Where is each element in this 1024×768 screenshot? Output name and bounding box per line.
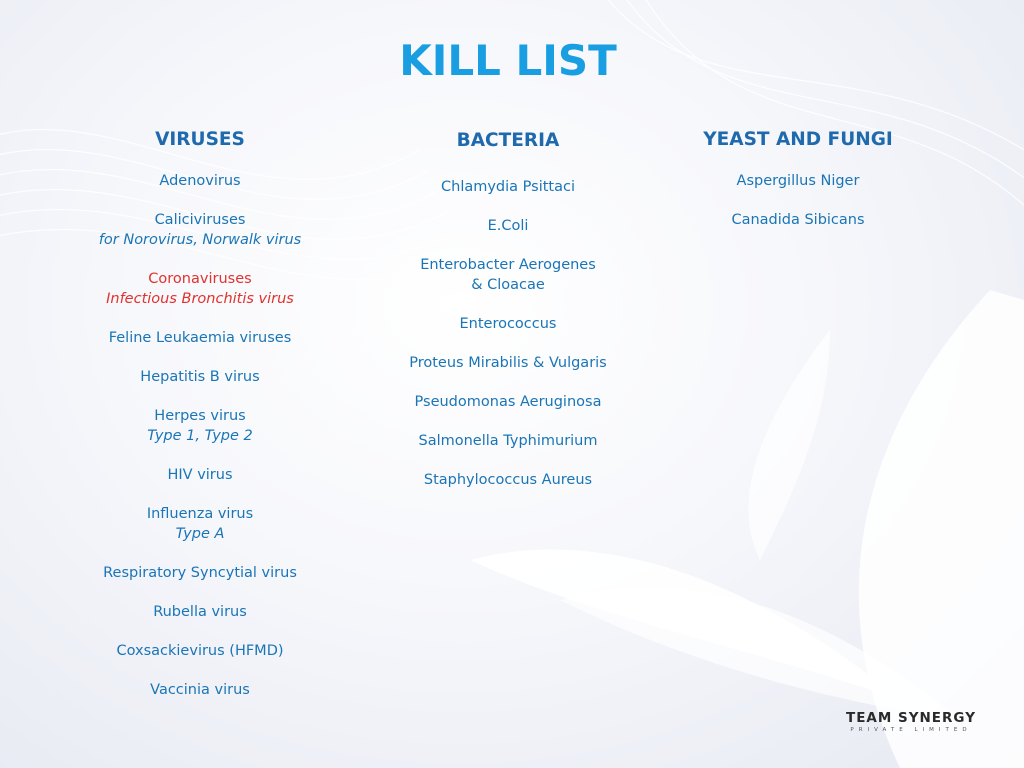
- list-item: [70, 465, 330, 485]
- viruses-column: [70, 128, 330, 719]
- bacteria-heading: BACTERIA: [456, 130, 560, 151]
- list-item: [378, 353, 638, 373]
- leaf-shape-mid: [748, 330, 830, 560]
- item-name: Vaccinia virus: [150, 682, 250, 698]
- list-item: [668, 171, 928, 191]
- fungi-heading: YEAST AND FUNGI: [703, 129, 893, 150]
- item-name: Coxsackievirus (HFMD): [116, 643, 284, 659]
- logo-wordmark: TEAM SYNERGY: [846, 710, 976, 726]
- viruses-heading: VIRUSES: [155, 129, 245, 150]
- list-item: [70, 406, 330, 446]
- viruses-list: [70, 171, 330, 700]
- item-name: Enterobacter Aerogenes: [420, 257, 596, 273]
- item-name: Respiratory Syncytial virus: [103, 565, 297, 581]
- list-item: [378, 255, 638, 295]
- item-name: Aspergillus Niger: [736, 173, 860, 189]
- list-item: [378, 431, 638, 451]
- item-name: HIV virus: [167, 467, 233, 483]
- list-item: [70, 680, 330, 700]
- item-name: Herpes virus: [154, 408, 246, 424]
- item-name: Pseudomonas Aeruginosa: [414, 394, 602, 410]
- item-name: Caliciviruses: [154, 212, 246, 228]
- item-subtitle: Type A: [175, 526, 225, 542]
- page-title: KILL LIST: [399, 36, 617, 85]
- list-item: [70, 171, 330, 191]
- item-name: Adenovirus: [159, 173, 241, 189]
- list-item: [70, 328, 330, 348]
- list-item: [378, 392, 638, 412]
- list-item: [378, 470, 638, 490]
- list-item: [70, 367, 330, 387]
- item-subtitle: Type 1, Type 2: [147, 428, 253, 444]
- list-item: [70, 641, 330, 661]
- item-subtitle: for Norovirus, Norwalk virus: [98, 232, 302, 248]
- list-item: [378, 177, 638, 197]
- list-item: [378, 314, 638, 334]
- item-name: Coronaviruses: [148, 271, 252, 287]
- list-item: [70, 210, 330, 250]
- item-name: Salmonella Typhimurium: [418, 433, 598, 449]
- list-item: [668, 210, 928, 230]
- logo-subtitle: PRIVATE LIMITED: [850, 727, 972, 733]
- item-name: Hepatitis B virus: [140, 369, 260, 385]
- item-subtitle: Infectious Bronchitis virus: [106, 291, 294, 307]
- list-item: [70, 504, 330, 544]
- item-name: Influenza virus: [146, 506, 254, 522]
- item-name: Chlamydia Psittaci: [441, 179, 575, 195]
- bacteria-list: [378, 177, 638, 490]
- list-item: [378, 216, 638, 236]
- list-item: [70, 269, 330, 309]
- fungi-column: [668, 128, 928, 249]
- list-item: [70, 563, 330, 583]
- item-name: Rubella virus: [153, 604, 247, 620]
- list-item: [70, 602, 330, 622]
- item-name: Proteus Mirabilis & Vulgaris: [409, 355, 607, 371]
- fungi-list: [668, 171, 928, 230]
- bacteria-column: [378, 129, 638, 509]
- item-name: Canadida Sibicans: [731, 212, 865, 228]
- item-name: Feline Leukaemia viruses: [108, 330, 292, 346]
- item-name: E.Coli: [487, 218, 529, 234]
- item-name: Staphylococcus Aureus: [423, 472, 593, 488]
- company-logo: [838, 710, 984, 735]
- item-subtitle: & Cloacae: [471, 277, 545, 293]
- item-name: Enterococcus: [459, 316, 557, 332]
